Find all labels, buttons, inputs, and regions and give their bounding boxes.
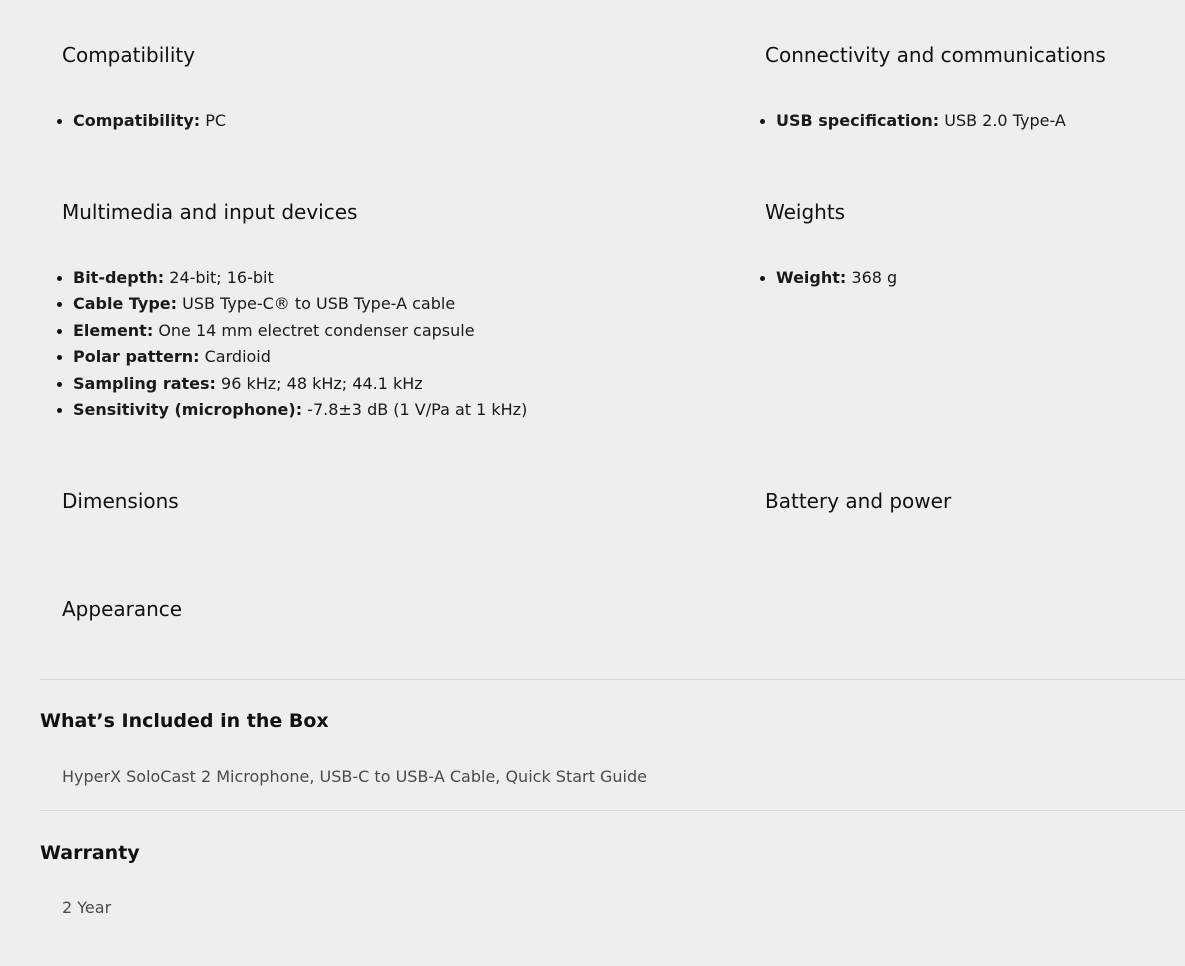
warranty-text: 2 Year bbox=[62, 898, 112, 917]
box-contents-text: HyperX SoloCast 2 Microphone, USB-C to USB-A Cable, Quick Start Guide bbox=[62, 767, 647, 786]
spec-item bbox=[73, 371, 527, 397]
spec-value: Cardioid bbox=[199, 347, 271, 367]
spec-heading-appearance: Appearance bbox=[62, 597, 183, 621]
spec-item bbox=[776, 108, 1066, 134]
spec-key: Sampling rates: bbox=[73, 373, 216, 393]
spec-list-compatibility bbox=[73, 108, 226, 134]
spec-key: Cable Type: bbox=[73, 294, 178, 314]
spec-key: Polar pattern: bbox=[73, 347, 200, 367]
spec-list-connectivity bbox=[776, 108, 1066, 134]
spec-value: 368 g bbox=[846, 268, 898, 287]
spec-value: 96 kHz; 48 kHz; 44.1 kHz bbox=[215, 373, 423, 393]
spec-item bbox=[73, 265, 527, 291]
spec-key: Weight: bbox=[776, 268, 847, 287]
spec-item bbox=[73, 397, 527, 423]
spec-item bbox=[73, 344, 527, 370]
spec-heading-weights: Weights bbox=[765, 200, 846, 224]
spec-key: Element: bbox=[73, 320, 154, 340]
spec-key: Bit-depth: bbox=[73, 268, 165, 287]
section-divider bbox=[40, 679, 1185, 680]
spec-item bbox=[73, 108, 226, 134]
spec-value: 24-bit; 16-bit bbox=[164, 268, 274, 287]
spec-heading-compatibility: Compatibility bbox=[62, 43, 196, 67]
spec-item bbox=[73, 318, 527, 344]
spec-value: USB 2.0 Type-A bbox=[939, 111, 1066, 130]
spec-heading-connectivity: Connectivity and communications bbox=[765, 43, 1106, 67]
spec-item bbox=[73, 291, 527, 317]
spec-heading-multimedia: Multimedia and input devices bbox=[62, 200, 358, 224]
section-divider bbox=[40, 810, 1185, 811]
spec-value: PC bbox=[200, 111, 227, 130]
spec-item bbox=[776, 265, 897, 291]
warranty-title: Warranty bbox=[40, 842, 140, 864]
spec-list-multimedia bbox=[73, 265, 527, 423]
spec-heading-dimensions: Dimensions bbox=[62, 489, 179, 513]
spec-heading-battery: Battery and power bbox=[765, 489, 952, 513]
box-contents-title: What’s Included in the Box bbox=[40, 710, 329, 732]
spec-list-weights bbox=[776, 265, 897, 291]
spec-value: USB Type-C® to USB Type-A cable bbox=[177, 294, 456, 314]
spec-value: -7.8±3 dB (1 V/Pa at 1 kHz) bbox=[302, 400, 528, 420]
spec-key: Sensitivity (microphone): bbox=[73, 400, 303, 420]
spec-value: One 14 mm electret condenser capsule bbox=[153, 320, 475, 340]
spec-key: USB specification: bbox=[776, 111, 940, 130]
spec-key: Compatibility: bbox=[73, 111, 201, 130]
